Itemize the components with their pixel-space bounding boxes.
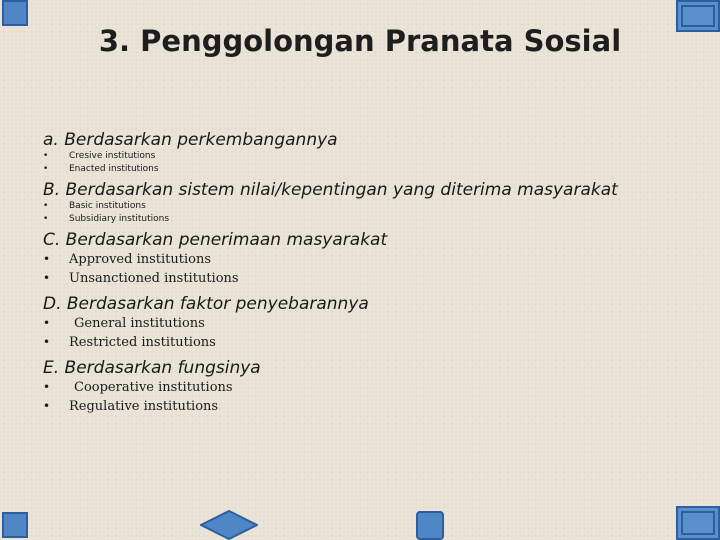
- section-e: [43, 358, 703, 416]
- item-list: [43, 250, 703, 288]
- bullet-icon: •: [43, 252, 51, 266]
- section-c: [43, 230, 703, 288]
- section-b: [43, 180, 703, 226]
- item-list: [43, 200, 703, 226]
- section-a: [43, 130, 703, 176]
- corner-decoration-bottom-right: [676, 506, 720, 540]
- list-item: • Approved institutions: [43, 252, 211, 267]
- section-heading: C. Berdasarkan penerimaan masyarakat: [43, 230, 388, 250]
- bullet-icon: •: [43, 151, 49, 161]
- section-heading: a. Berdasarkan perkembangannya: [43, 130, 338, 150]
- bullet-icon: •: [43, 380, 51, 394]
- corner-decoration-top-left: [2, 0, 28, 26]
- bullet-icon: •: [43, 335, 51, 349]
- section-heading: D. Berdasarkan faktor penyebarannya: [43, 294, 369, 314]
- section-d: [43, 294, 703, 352]
- list-item: • General institutions: [43, 316, 205, 331]
- section-heading: E. Berdasarkan fungsinya: [43, 358, 261, 378]
- slide-content: [43, 130, 703, 416]
- list-item: • Basic institutions: [43, 201, 146, 211]
- item-list: [43, 150, 703, 176]
- bullet-icon: •: [43, 316, 51, 330]
- list-item: • Regulative institutions: [43, 399, 219, 414]
- list-item: • Unsanctioned institutions: [43, 271, 239, 286]
- bullet-icon: •: [43, 201, 49, 211]
- section-heading: B. Berdasarkan sistem nilai/kepentingan yang diterima masyarakat: [43, 180, 618, 200]
- diamond-nav-icon[interactable]: [200, 510, 258, 540]
- square-nav-icon[interactable]: [416, 511, 444, 540]
- slide-title: 3. Penggolongan Pranata Sosial: [98, 24, 622, 58]
- item-list: [43, 314, 703, 352]
- bullet-icon: •: [43, 214, 49, 224]
- list-item: • Cooperative institutions: [43, 380, 233, 395]
- bullet-icon: •: [43, 271, 51, 285]
- bullet-icon: •: [43, 164, 49, 174]
- list-item: • Restricted institutions: [43, 335, 216, 350]
- item-list: [43, 378, 703, 416]
- list-item: • Subsidiary institutions: [43, 214, 170, 224]
- list-item: • Cresive institutions: [43, 151, 156, 161]
- list-item: • Enacted institutions: [43, 164, 159, 174]
- bullet-icon: •: [43, 399, 51, 413]
- corner-decoration-bottom-left: [2, 512, 28, 538]
